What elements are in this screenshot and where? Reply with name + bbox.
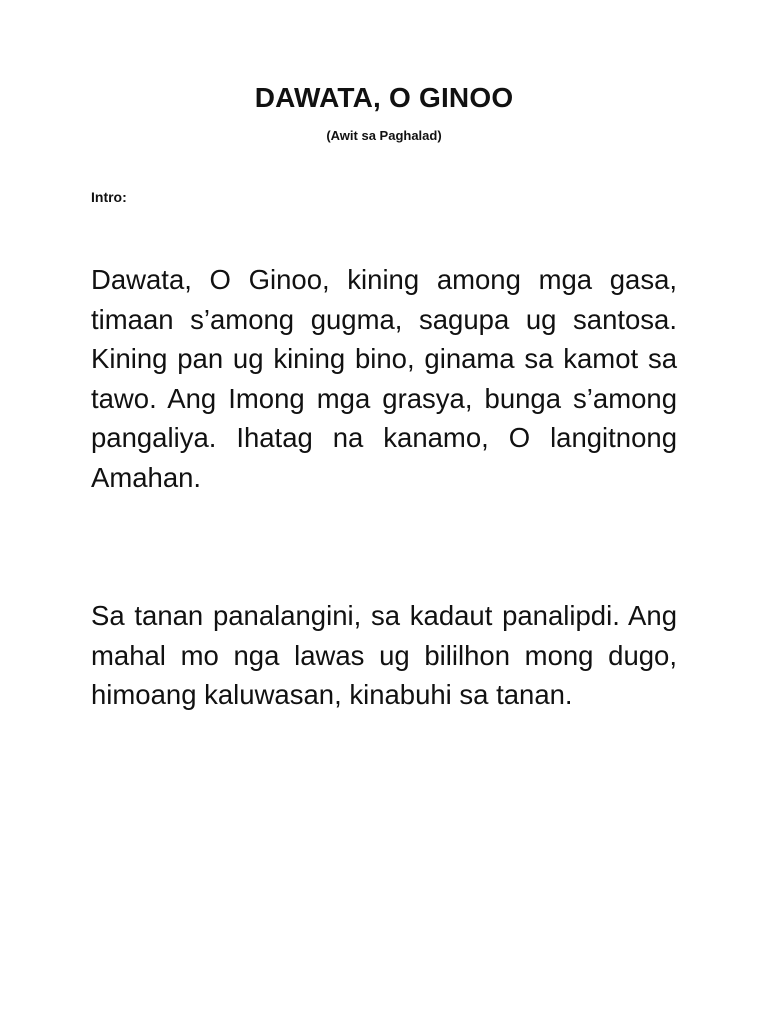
intro-label: Intro: xyxy=(91,189,127,205)
song-title: DAWATA, O GINOO xyxy=(254,82,514,113)
stanza-2: Sa tanan panalangini, sa kadaut panalipdi. Ang mahal mo nga lawas ug bililhon mong dugo, himoang kaluwasan, kinabuhi sa tanan. xyxy=(91,600,677,711)
stanza-1: Dawata, O Ginoo, kining among mga gasa, timaan s’among gugma, sagupa ug santosa. Kining pan ug kining bino, ginama sa kamot sa tawo. Ang Imong mga grasya, bunga s’among pangaliya. Ihatag na kanamo, O langitnong Amahan. xyxy=(91,264,677,493)
song-subtitle: (Awit sa Paghalad) xyxy=(326,128,442,143)
